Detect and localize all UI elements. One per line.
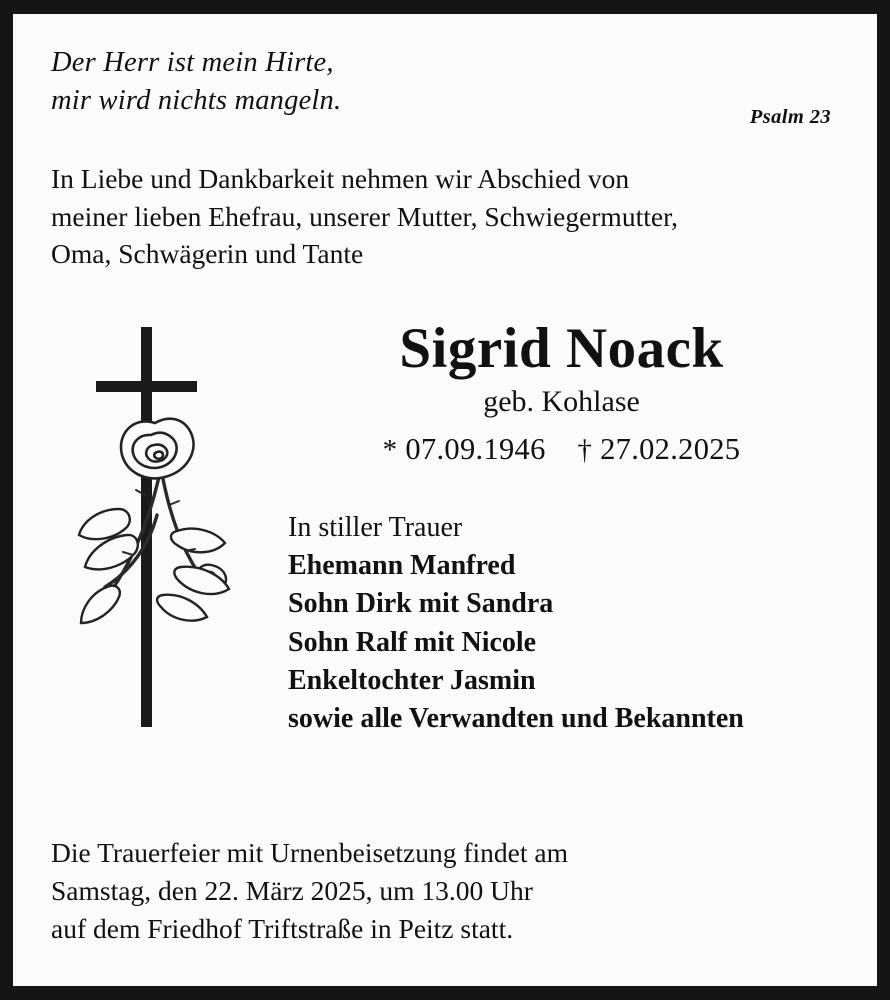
funeral-line-2: Samstag, den 22. März 2025, um 13.00 Uhr [51,875,533,907]
verse-line-2: mir wird nichts mangeln. [51,84,342,116]
mourner-item: Sohn Ralf mit Nicole [288,626,537,658]
verse-block [51,44,839,156]
funeral-line-1: Die Trauerfeier mit Urnenbeisetzung findet am [51,837,568,869]
mourner-item: sowie alle Verwandten und Bekannten [288,703,744,735]
deceased-name: Sigrid Noack [399,317,724,381]
intro-paragraph [51,160,839,273]
cross-with-rose-icon [59,319,274,749]
notice-paper [13,14,877,986]
deceased-maiden-name: geb. Kohlase [483,384,640,418]
death-date: 27.02.2025 [600,431,741,466]
funeral-details [51,834,839,948]
intro-line-3: Oma, Schwägerin und Tante [51,238,364,270]
mourners-lead: In stiller Trauer [288,511,463,543]
mourner-item: Sohn Dirk mit Sandra [288,588,554,620]
mourner-item: Ehemann Manfred [288,549,516,581]
verse-text [51,44,839,120]
mourners-list [288,547,839,739]
birth-symbol: * [382,433,398,466]
intro-line-2: meiner lieben Ehefrau, unserer Mutter, Schwiegermutter, [51,200,678,232]
mourners-block [288,509,839,739]
verse-source: Psalm 23 [749,106,831,128]
funeral-line-3: auf dem Friedhof Triftstraße in Peitz statt. [51,913,514,945]
death-symbol: † [577,433,593,466]
intro-line-1: In Liebe und Dankbarkeit nehmen wir Abschied von [51,163,630,194]
life-dates [284,432,839,467]
name-and-artwork-section [51,319,839,789]
verse-line-1: Der Herr ist mein Hirte, [51,47,334,78]
mourner-item: Enkeltochter Jasmin [288,665,536,697]
deceased-block [276,319,839,739]
birth-date: 07.09.1946 [405,431,546,466]
